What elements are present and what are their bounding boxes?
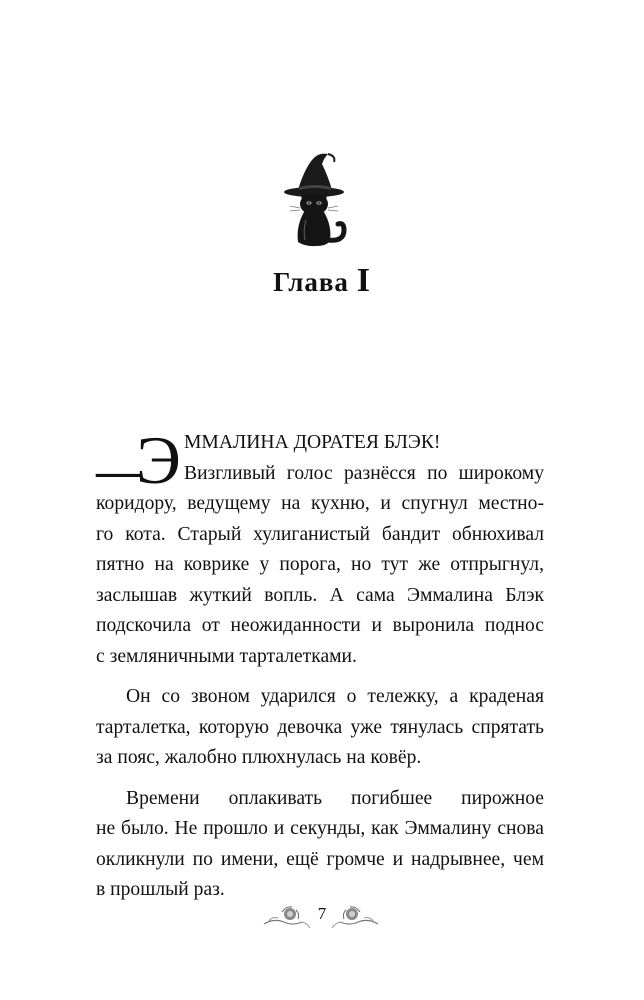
paragraph-3 <box>96 784 544 906</box>
chapter-body <box>96 422 544 906</box>
text-line: с земляничными тарталетками. <box>96 645 357 667</box>
text-line: подскочила от неожиданности и выронила поднос <box>96 615 544 636</box>
text-line: за пояс, жалобно плюхнулась на ковёр. <box>96 747 422 768</box>
dropcap-second-line: Визгливый голос разнёсся по широкому <box>184 462 544 484</box>
text-line: заслышав жуткий вопль. А сама Эммалина Блэк <box>96 584 544 606</box>
chapter-title <box>0 262 644 300</box>
dropcap-letter: Э <box>136 422 181 498</box>
text-line: окликнули по имени, ещё громче и надрывнее, чем <box>96 848 544 870</box>
chapter-numeral: I <box>356 262 371 299</box>
dropcap-first-line: ММАЛИНА ДОРАТЕЯ БЛЭК! <box>184 432 441 453</box>
chapter-label: Глава <box>273 267 349 297</box>
text-line: в прошлый раз. <box>96 879 225 900</box>
text-line: коридору, ведущему на кухню, и спугнул местно- <box>96 493 544 514</box>
page-number: 7 <box>317 904 327 923</box>
dialogue-dash: — <box>96 447 140 496</box>
text-line: го кота. Старый хулиганистый бандит обнюхивал <box>96 523 544 545</box>
text-line: тарталетка, которую девочка уже тянулась спрятать <box>96 716 544 738</box>
paragraph-2 <box>96 682 544 774</box>
paragraph-1 <box>96 489 544 672</box>
text-line: Он со звоном ударился о тележку, а краденая <box>126 686 544 707</box>
text-line: не было. Не прошло и секунды, как Эммалину снова <box>96 818 544 839</box>
dropcap-block <box>96 422 544 498</box>
text-line: Времени оплакивать погибшее пирожное <box>126 787 544 809</box>
text-line: пятно на коврике у порога, но тут же отпрыгнул, <box>96 554 544 575</box>
witch-cat-icon <box>270 150 360 250</box>
